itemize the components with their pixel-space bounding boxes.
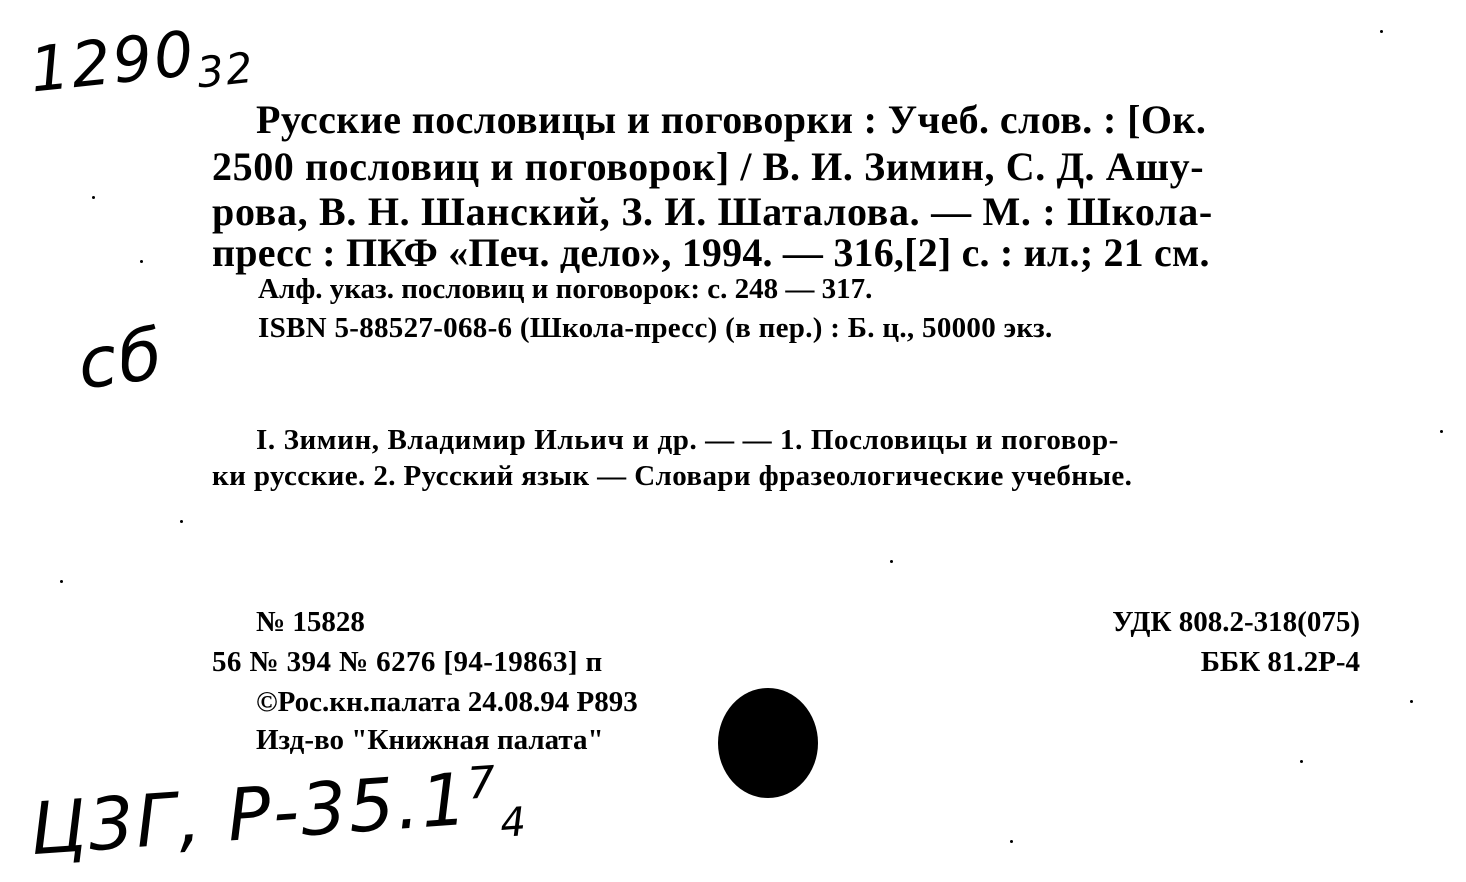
scan-speck [890,560,893,563]
footer-bbk: ББК 81.2Р-4 [1200,646,1360,678]
entry-isbn: ISBN 5-88527-068-6 (Школа-пресс) (в пер.) : Б. ц., 50000 экз. [258,312,1053,344]
entry-subjects-line-2: ки русские. 2. Русский язык — Словари фразеологические учебные. [212,460,1133,492]
entry-title-line-1: Русские пословицы и поговорки : Учеб. слов. : [Ок. [256,97,1207,142]
handwritten-margin-note: сб [72,312,169,406]
scan-speck [1380,30,1383,33]
card-punch-hole [718,688,818,798]
footer-udk: УДК 808.2-318(075) [1112,606,1360,638]
footer-publisher: Изд-во "Книжная палата" [256,724,604,756]
footer-number: № 15828 [256,606,365,638]
handwritten-catalog-subnumber: 32 [194,42,257,98]
scan-speck [92,196,95,199]
handwritten-shelf-mark-sup: 7 [465,756,500,810]
scan-speck [1010,840,1013,843]
scan-speck [1300,760,1303,763]
scan-speck [180,520,183,523]
scan-speck [1440,430,1443,433]
scan-speck [60,580,63,583]
entry-subjects-line-1: I. Зимин, Владимир Ильич и др. — — 1. Пословицы и поговор- [256,424,1119,456]
entry-title-line-2: 2500 пословиц и поговорок] / В. И. Зимин, С. Д. Ашу- [212,144,1205,189]
handwritten-shelf-mark: Ц3Г, $Р-35.1^7_4$ [27,756,530,872]
entry-index-note: Алф. указ. пословиц и поговорок: с. 248 — 317. [258,273,873,305]
handwritten-shelf-mark-sub: 4 [498,799,530,847]
footer-codes: 56 № 394 № 6276 [94-19863] п [212,646,603,678]
entry-title-line-4: пресс : ПКФ «Печ. дело», 1994. — 316,[2] с. : ил.; 21 см. [212,230,1210,275]
scan-speck [1410,700,1413,703]
entry-title-line-3: рова, В. Н. Шанский, З. И. Шаталова. — М. : Школа- [212,189,1213,234]
handwritten-catalog-number: $1290_{32}$ [26,16,257,107]
footer-copyright: ©Рос.кн.палата 24.08.94 Р893 [256,686,638,718]
scan-speck [140,260,143,263]
